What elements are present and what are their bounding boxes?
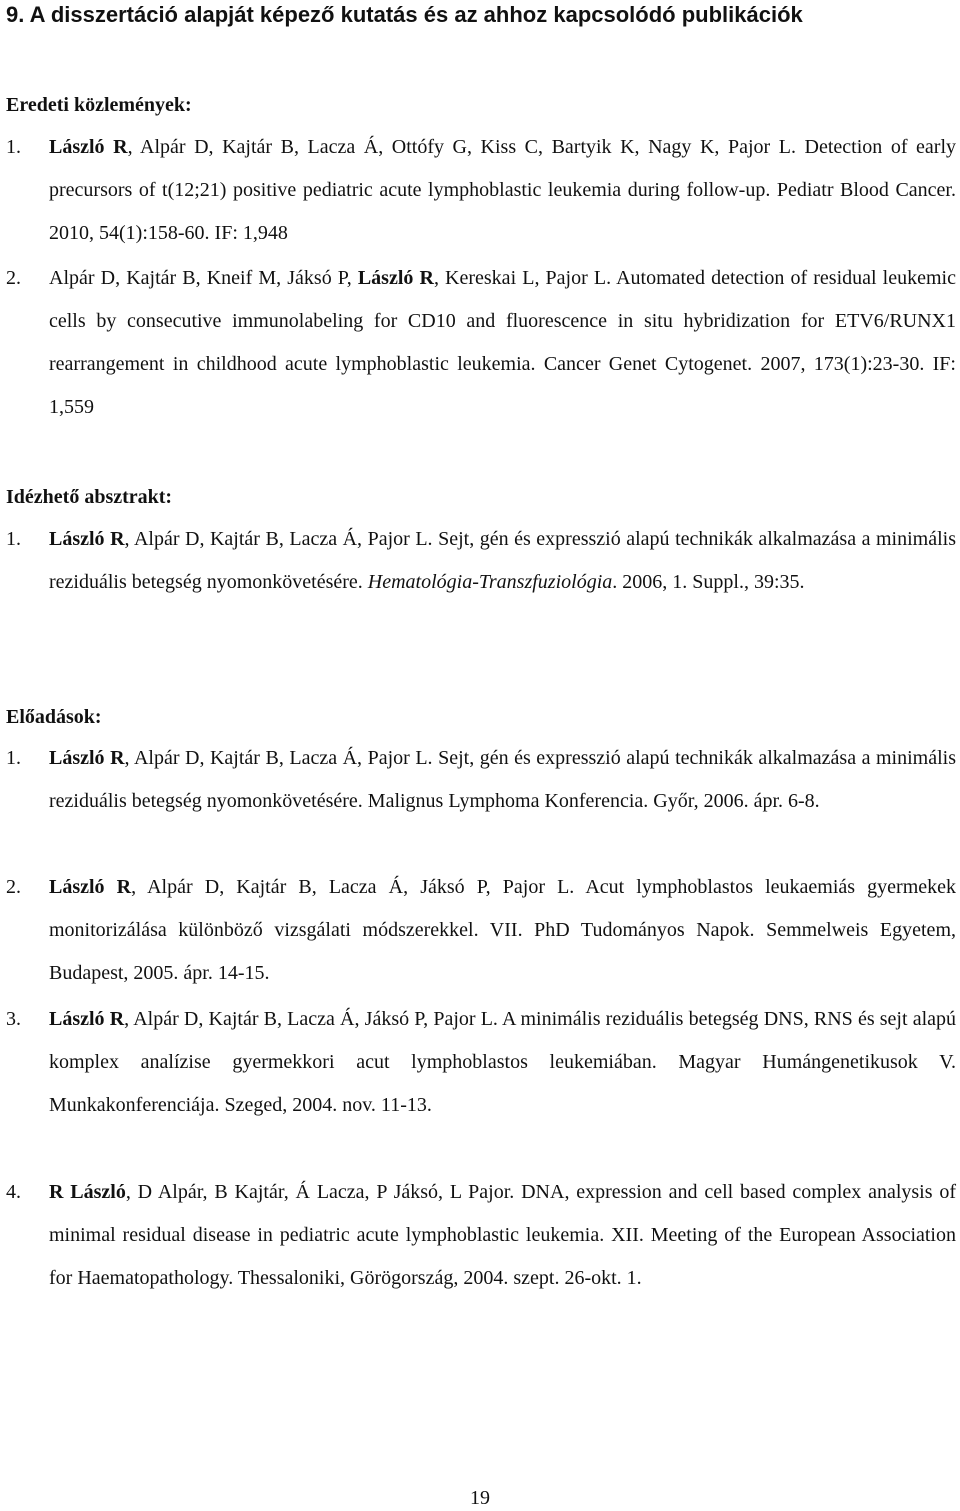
page-heading: 9. A disszertáció alapját képező kutatás és az ahhoz kapcsolódó publikációk <box>6 2 803 27</box>
entry-number: 1. <box>6 528 21 550</box>
entry-citation: . 2006, 1. Suppl., 39:35. <box>612 571 805 593</box>
entry-body: Sejt, gén és expresszió alapú technikák alkalmazása a minimális reziduális betegség nyomonkövetésére. <box>49 528 957 593</box>
section-title-citable-abstract: Idézhető absztrakt: <box>6 486 173 508</box>
entry-authors: , Alpár D, Kajtár B, Lacza Á, Pajor L. <box>124 528 433 550</box>
entry-body: DNA, expression and cell based complex analysis of minimal residual disease in pediatric acute lymphoblastic leukemia. XII. Meeting of the European Association for Haematopathology. Thessaloniki, Görögország, 2004. szept. 26-okt. 1. <box>49 1181 957 1289</box>
entry-text <box>49 1171 956 1300</box>
entry-text <box>49 518 956 604</box>
entry-text <box>49 998 956 1127</box>
entry-number: 1. <box>6 747 21 769</box>
entry-text <box>49 257 956 429</box>
entry-number: 1. <box>6 136 21 158</box>
entry-authors: , Alpár D, Kajtár B, Lacza Á, Ottófy G, Kiss C, Bartyik K, Nagy K, Pajor L. <box>127 136 796 158</box>
entry-authors: , Kereskai L, Pajor L. <box>433 267 612 289</box>
entry-author-highlight: László R <box>49 876 132 898</box>
entry-author-highlight: László R <box>49 1008 125 1030</box>
entry-authors: , Alpár D, Kajtár B, Lacza Á, Jáksó P, Pajor L. <box>131 876 575 898</box>
entry-text <box>49 866 956 995</box>
section-title-original-papers: Eredeti közlemények: <box>6 94 192 116</box>
entry-body: A minimális reziduális betegség DNS, RNS és sejt alapú komplex analízise gyermekkori acut lymphoblastos leukemiában. Magyar Humángenetikusok V. Munkakonferenciája. Szeged, 2004. nov. 11-13. <box>49 1008 957 1116</box>
entry-number: 2. <box>6 267 21 289</box>
entry-authors: , Alpár D, Kajtár B, Lacza Á, Pajor L. <box>124 747 433 769</box>
entry-author-highlight: László R <box>49 136 128 158</box>
entry-author-highlight: László R <box>49 747 125 769</box>
entry-number: 2. <box>6 876 21 898</box>
entry-body: Automated detection of residual leukemic cells by consecutive immunolabeling for CD10 and fluorescence in situ hybridization for ETV6/RUNX1 rearrangement in childhood acute lymphoblastic leukemia. Cancer Genet Cytogenet. 2007, 173(1):23-30. IF: 1,559 <box>49 267 956 418</box>
entry-authors: , D Alpár, B Kajtár, Á Lacza, P Jáksó, L Pajor. <box>125 1181 515 1203</box>
entry-text <box>49 126 956 255</box>
section-title-presentations: Előadások: <box>6 706 102 728</box>
entry-body: Acut lymphoblastos leukaemiás gyermekek monitorizálása különböző vizsgálati módszerekkel. VII. PhD Tudományos Napok. Semmelweis Egyetem, Budapest, 2005. ápr. 14-15. <box>49 876 957 984</box>
entry-author-highlight: László R <box>357 267 434 289</box>
page-number: 19 <box>470 1487 490 1509</box>
entry-author-highlight: László R <box>49 528 125 550</box>
entry-author-highlight: R László <box>49 1181 126 1203</box>
entry-authors: , Alpár D, Kajtár B, Lacza Á, Jáksó P, Pajor L. <box>124 1008 498 1030</box>
entry-text <box>49 737 956 823</box>
entry-journal: Hematológia-Transzfuziológia <box>367 571 613 593</box>
entry-number: 3. <box>6 1008 21 1030</box>
entry-number: 4. <box>6 1181 21 1203</box>
entry-body: Detection of early precursors of t(12;21) positive pediatric acute lymphoblastic leukemia during follow-up. Pediatr Blood Cancer. 2010, 54(1):158-60. IF: 1,948 <box>49 136 957 244</box>
entry-authors: Alpár D, Kajtár B, Kneif M, Jáksó P, <box>49 267 358 289</box>
entry-body: Sejt, gén és expresszió alapú technikák alkalmazása a minimális reziduális betegség nyomonkövetésére. Malignus Lymphoma Konferencia. Győr, 2006. ápr. 6-8. <box>49 747 957 812</box>
